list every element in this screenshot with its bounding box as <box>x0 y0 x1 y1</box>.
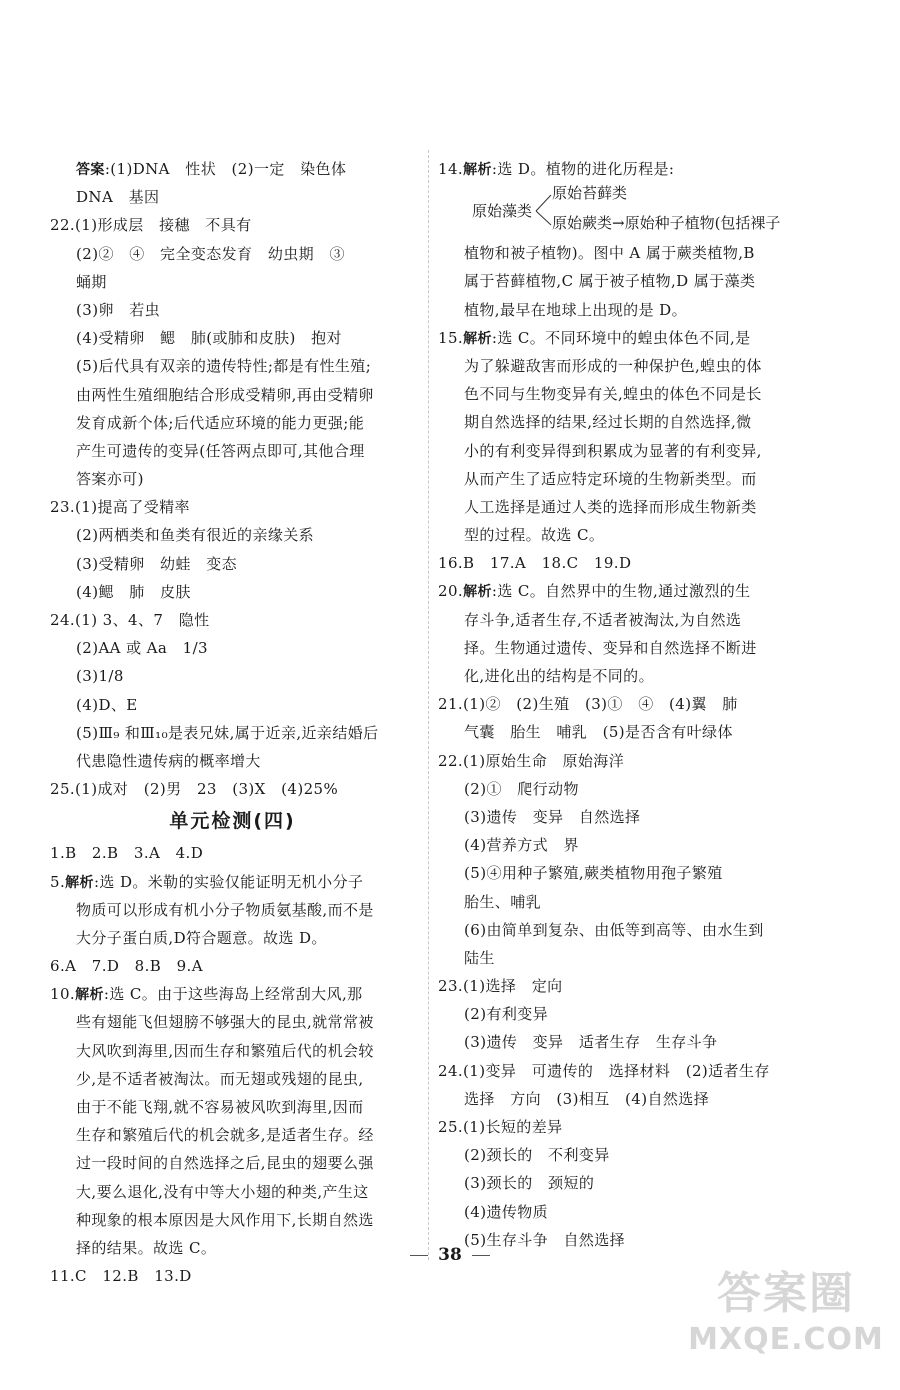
answer-text: (4)鳃 肺 皮肤 <box>76 582 191 601</box>
answer-line <box>438 916 820 944</box>
answer-text: (3)颈长的 颈短的 <box>464 1174 595 1193</box>
answer-line <box>50 268 415 296</box>
answer-line <box>50 1093 415 1121</box>
answer-line <box>50 1178 415 1206</box>
answer-text: :选 C。自然界中的生物,通过激烈的生 <box>491 582 751 601</box>
answer-text: 选择 方向 (3)相互 (4)自然选择 <box>464 1089 710 1108</box>
branch-arrows <box>534 183 554 239</box>
answer-text: 物质可以形成有机小分子物质氨基酸,而不是 <box>76 900 374 919</box>
page-dash-right <box>472 1255 490 1256</box>
answer-line <box>50 868 415 896</box>
answer-text: (2)② ④ 完全变态发育 幼虫期 ③ <box>76 244 345 263</box>
answer-text: 期自然选择的结果,经过长期的自然选择,微 <box>464 413 752 432</box>
answer-line <box>438 465 820 493</box>
answer-line <box>50 662 415 690</box>
answer-text: 由于不能飞翔,就不容易被风吹到海里,因而 <box>76 1098 364 1116</box>
answer-text: :选 C。由于这些海岛上经常刮大风,那 <box>103 985 363 1004</box>
answer-text: (4)D、E <box>76 695 138 714</box>
answer-line <box>438 267 820 295</box>
analysis-label: 解析 <box>65 874 94 891</box>
answer-line <box>438 493 820 521</box>
answer-text: (2)AA 或 Aa 1/3 <box>76 639 208 658</box>
answer-line <box>50 719 415 747</box>
answer-text: 22.(1)原始生命 原始海洋 <box>438 751 625 770</box>
answer-text: (2)有利变异 <box>464 1005 549 1024</box>
answer-text: 过一段时间的自然选择之后,昆虫的翅要么强 <box>76 1154 374 1173</box>
answer-line <box>438 1000 820 1028</box>
answer-line <box>438 408 820 436</box>
answer-line <box>50 1037 415 1065</box>
q14-header: 14.解析:选 D。植物的进化历程是: <box>438 160 675 178</box>
answer-text: 植物,最早在地球上出现的是 D。 <box>464 300 687 319</box>
answer-text: (5)后代具有双亲的遗传特性;都是有性生殖; <box>76 357 372 376</box>
answer-text: 型的过程。故选 C。 <box>464 526 605 545</box>
answer-line <box>50 1065 415 1093</box>
answer-line <box>438 1113 820 1141</box>
answer-line <box>50 155 415 183</box>
answer-text: (2)颈长的 不利变异 <box>464 1146 610 1165</box>
answer-text: 23.(1)提高了受精率 <box>50 498 190 517</box>
answer-text: 发育成新个体;后代适应环境的能力更强;能 <box>76 413 365 432</box>
answer-text: DNA 基因 <box>76 188 160 207</box>
answer-line <box>50 465 415 493</box>
answer-line <box>438 380 820 408</box>
answer-line <box>438 803 820 831</box>
answer-line <box>50 1121 415 1149</box>
answer-text: 24.(1) 3、4、7 隐性 <box>50 611 210 629</box>
answer-text: 植物和被子植物)。图中 A 属于蕨类植物,B <box>464 244 755 263</box>
answer-line <box>50 775 415 803</box>
answer-line <box>438 831 820 859</box>
answer-line <box>50 1008 415 1036</box>
answer-line <box>50 634 415 662</box>
answer-text: 由两性生殖细胞结合形成受精卵,再由受精卵 <box>76 385 374 404</box>
answer-line <box>438 775 820 803</box>
answer-line <box>50 1149 415 1177</box>
answer-line <box>50 240 415 268</box>
answer-text: 为了躲避敌害而形成的一种保护色,蝗虫的体 <box>464 356 762 375</box>
answer-line <box>50 578 415 606</box>
answer-line <box>438 521 820 549</box>
answer-text: 24.(1)变异 可遗传的 选择材料 (2)适者生存 <box>438 1061 770 1080</box>
answer-text: (4)营养方式 界 <box>464 836 579 855</box>
answer-line <box>438 549 820 577</box>
answer-text: 23.(1)选择 定向 <box>438 977 563 996</box>
answer-text: 产生可遗传的变异(任答两点即可,其他合理 <box>76 441 365 460</box>
answer-line <box>50 606 415 634</box>
answer-text: :选 C。不同环境中的蝗虫体色不同,是 <box>491 328 751 347</box>
answer-line <box>50 381 415 409</box>
answer-text: 22.(1)形成层 接穗 不具有 <box>50 216 252 235</box>
answer-line <box>438 662 820 690</box>
answer-line <box>438 888 820 916</box>
answer-text: (4)遗传物质 <box>464 1202 549 1221</box>
answer-text: (3)卵 若虫 <box>76 300 161 319</box>
answer-line <box>438 577 820 605</box>
page-dash-left <box>410 1255 428 1256</box>
question-number: 15. <box>438 328 464 347</box>
answer-line <box>438 437 820 465</box>
answer-text: 陆生 <box>464 948 495 967</box>
answer-line <box>50 980 415 1008</box>
answer-text: (3)遗传 变异 适者生存 生存斗争 <box>464 1033 718 1052</box>
answer-text: 代患隐性遗传病的概率增大 <box>76 751 261 770</box>
answer-text: (3)1/8 <box>76 667 124 686</box>
answer-text: 胎生、哺乳 <box>464 892 542 911</box>
answer-text: (4)受精卵 鳃 肺(或肺和皮肤) 抱对 <box>76 329 342 348</box>
tree-root-label: 原始藻类 <box>472 202 533 221</box>
answer-text: 6.A 7.D 8.B 9.A <box>50 957 203 976</box>
answer-line <box>438 239 820 267</box>
question-number: 10. <box>50 985 76 1004</box>
answer-line <box>438 859 820 887</box>
answer-line <box>50 1262 415 1290</box>
answer-line <box>438 718 820 746</box>
answer-text: 色不同与生物变异有关,蝗虫的体色不同是长 <box>464 385 762 404</box>
answer-line <box>50 352 415 380</box>
answer-line <box>50 521 415 549</box>
answer-text: (5)Ⅲ₉ 和Ⅲ₁₀是表兄妹,属于近亲,近亲结婚后 <box>76 723 379 742</box>
analysis-label: 解析 <box>463 330 492 347</box>
answer-text: 些有翅能飞但翅膀不够强大的昆虫,就常常被 <box>76 1013 374 1032</box>
answer-text: 小的有利变异得到积累成为显著的有利变异, <box>464 441 762 460</box>
answer-text: 16.B 17.A 18.C 19.D <box>438 554 632 573</box>
answer-line <box>50 747 415 775</box>
answer-text: 择的结果。故选 C。 <box>76 1238 217 1257</box>
section-title: 单元检测(四) <box>169 810 296 833</box>
answer-text: 从而产生了适应特定环境的生物新类型。而 <box>464 469 757 488</box>
answer-line <box>50 493 415 521</box>
answer-line <box>438 606 820 634</box>
answer-line <box>50 324 415 352</box>
right-column-lines <box>438 239 820 1254</box>
answer-text: :选 D。米勒的实验仅能证明无机小分子 <box>93 872 364 891</box>
answer-line <box>438 634 820 662</box>
answer-text: 人工选择是通过人类的选择而形成生物新类 <box>464 497 757 516</box>
plant-evolution-diagram <box>438 183 820 239</box>
answer-text: 25.(1)长短的差异 <box>438 1118 563 1136</box>
answer-text: 属于苔藓植物,C 属于被子植物,D 属于藻类 <box>464 272 756 291</box>
answer-line <box>438 1141 820 1169</box>
answer-line <box>438 324 820 352</box>
answer-line <box>50 839 415 867</box>
answer-line <box>438 1085 820 1113</box>
answer-line <box>50 691 415 719</box>
question-number: 5. <box>50 872 66 891</box>
answer-text: 生存和繁殖后代的机会就多,是适者生存。经 <box>76 1126 374 1145</box>
left-column <box>50 155 415 1290</box>
answer-line <box>438 352 820 380</box>
answer-text: (2)两栖类和鱼类有很近的亲缘关系 <box>76 526 315 545</box>
watermark-logo: 答案圈 MXQE.COM <box>688 1268 884 1357</box>
analysis-label: 解析 <box>463 162 492 178</box>
answer-text: 大风吹到海里,因而生存和繁殖后代的机会较 <box>76 1041 374 1060</box>
answer-text: (6)由简单到复杂、由低等到高等、由水生到 <box>464 920 764 939</box>
answer-line <box>50 1206 415 1234</box>
answer-text: 25.(1)成对 (2)男 23 (3)X (4)25% <box>50 780 339 799</box>
right-column <box>438 155 820 1254</box>
page-number: 38 <box>0 1245 900 1265</box>
answer-text: (3)受精卵 幼蛙 变态 <box>76 554 238 573</box>
answer-line <box>438 296 820 324</box>
analysis-label: 解析 <box>75 987 104 1004</box>
answer-line <box>438 690 820 718</box>
answer-line <box>438 1028 820 1056</box>
answer-text: 少,是不适者被淘汰。而无翅或残翅的昆虫, <box>76 1069 364 1088</box>
analysis-label: 解析 <box>463 584 492 601</box>
question-number: 20. <box>438 582 464 601</box>
answer-text: 答案亦可) <box>76 470 144 489</box>
answer-line <box>438 1169 820 1197</box>
answer-text: 气囊 胎生 哺乳 (5)是否含有叶绿体 <box>464 723 733 742</box>
answer-text: 11.C 12.B 13.D <box>50 1267 192 1286</box>
column-divider <box>428 150 429 1260</box>
answer-line <box>438 972 820 1000</box>
tree-branch-top: 原始苔藓类 <box>552 184 628 203</box>
answer-text: 大,要么退化,没有中等大小翅的种类,产生这 <box>76 1182 369 1201</box>
answer-line <box>50 437 415 465</box>
answer-text: (5)生存斗争 自然选择 <box>464 1230 626 1249</box>
answer-text: 蛹期 <box>76 272 107 291</box>
answer-text: 大分子蛋白质,D符合题意。故选 D。 <box>76 928 327 947</box>
answer-text: 择。生物通过遗传、变异和自然选择不断进 <box>464 638 757 657</box>
answer-line <box>50 409 415 437</box>
analysis-label: 答案 <box>76 162 105 178</box>
answer-text: (5)④用种子繁殖,蕨类植物用孢子繁殖 <box>464 864 723 883</box>
answer-text: :(1)DNA 性状 (2)一定 染色体 <box>104 160 347 178</box>
answer-line <box>50 211 415 239</box>
answer-text: 种现象的根本原因是大风作用下,长期自然选 <box>76 1210 374 1229</box>
answer-line <box>50 896 415 924</box>
answer-line <box>438 1057 820 1085</box>
answer-line <box>50 952 415 980</box>
answer-text: 1.B 2.B 3.A 4.D <box>50 844 204 863</box>
answer-text: 存斗争,适者生存,不适者被淘汰,为自然选 <box>464 610 742 629</box>
answer-text: (3)遗传 变异 自然选择 <box>464 807 641 826</box>
tree-branch-bottom: 原始蕨类→原始种子植物(包括裸子 <box>552 214 781 233</box>
answer-line <box>438 747 820 775</box>
answer-line <box>50 550 415 578</box>
answer-text: 化,进化出的结构是不同的。 <box>464 667 654 685</box>
answer-line <box>50 296 415 324</box>
answer-line <box>50 924 415 952</box>
answer-line <box>50 183 415 211</box>
answer-text: 21.(1)② (2)生殖 (3)① ④ (4)翼 肺 <box>438 695 738 714</box>
answer-line <box>438 1198 820 1226</box>
answer-line <box>438 944 820 972</box>
answer-text: (2)① 爬行动物 <box>464 779 579 798</box>
